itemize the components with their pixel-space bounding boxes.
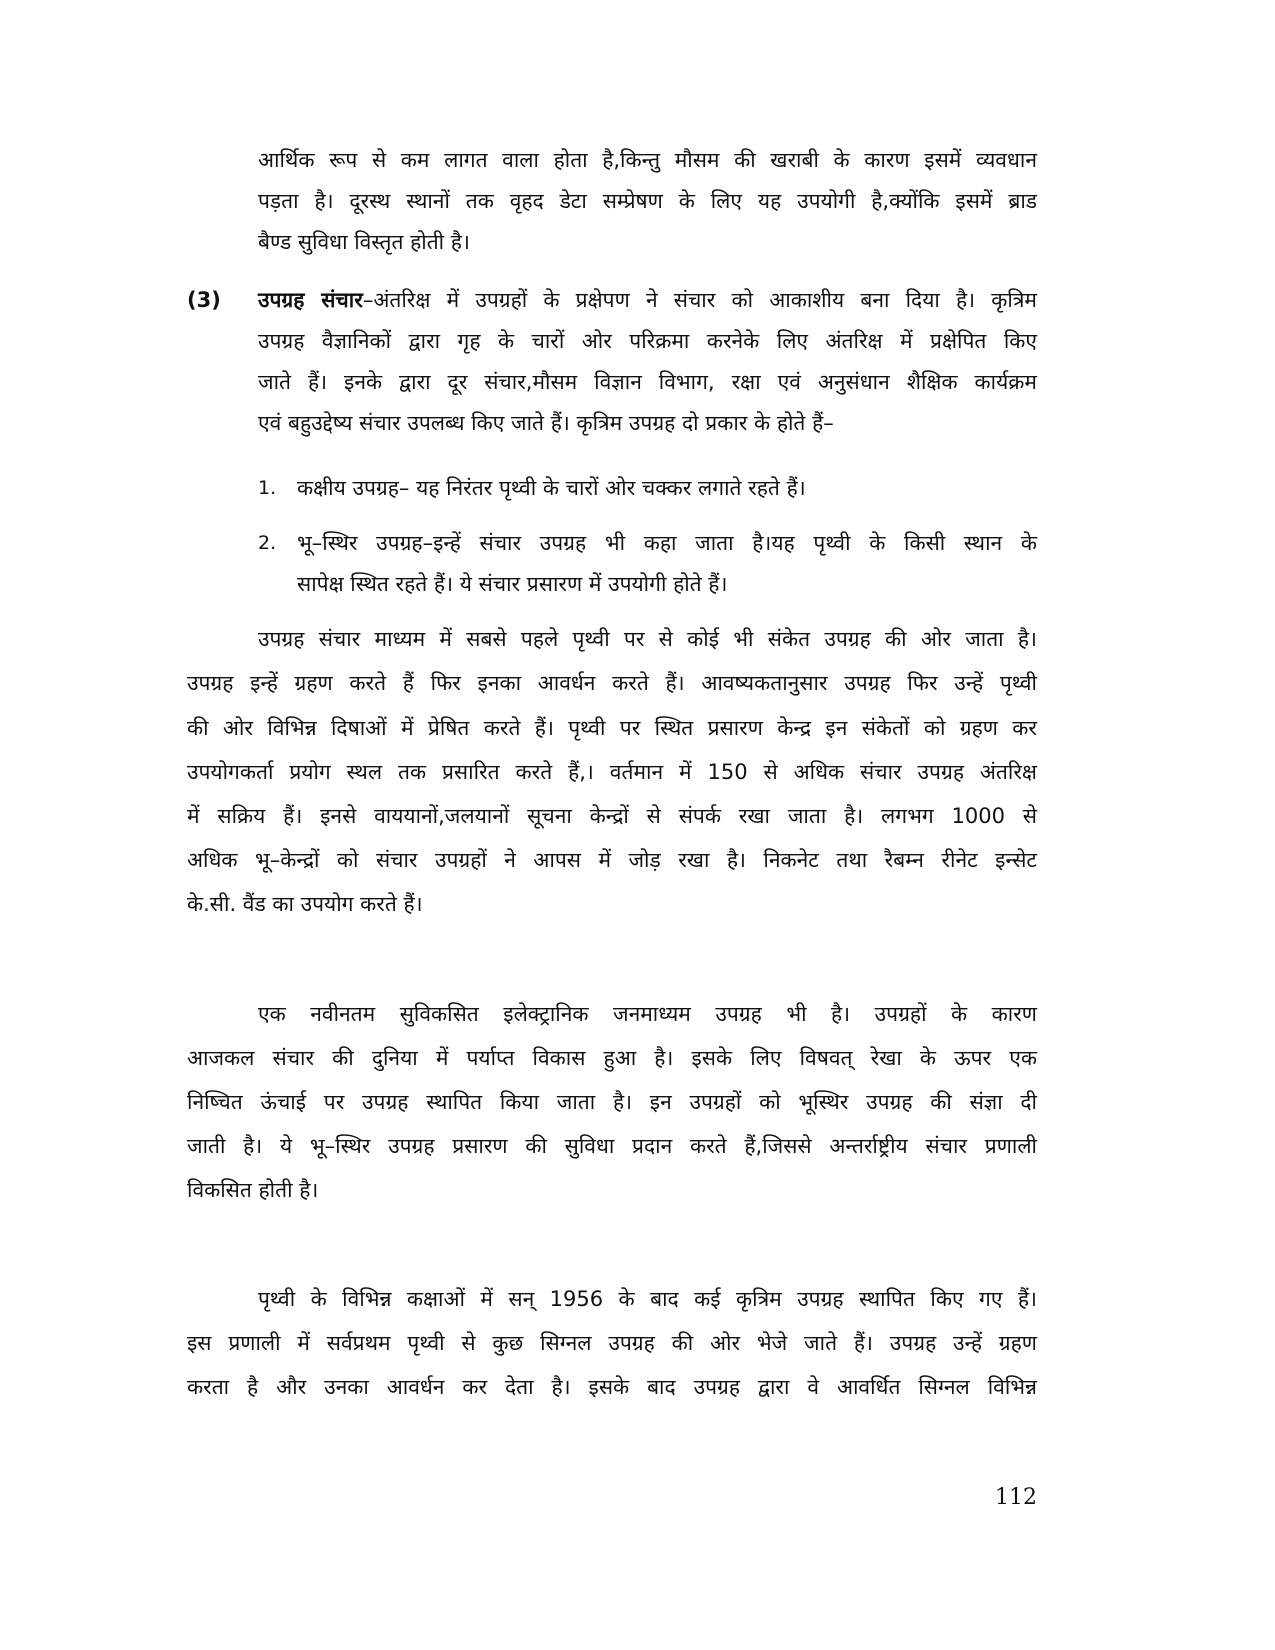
section-number: (3) — [187, 288, 221, 312]
paragraph-line: एक नवीनतम सुविकसित इलेक्ट्रानिक जनमाध्यम उपग्रह भी है। उपग्रहों के कारण — [258, 1002, 1037, 1026]
paragraph-line: की ओर विभिन्न दिषाओं में प्रेषित करते हैं। पृथ्वी पर स्थित प्रसारण केन्द्र इन संकेतों को ग्रहण कर — [187, 716, 1037, 740]
paragraph-line: इस प्रणाली में सर्वप्रथम पृथ्वी से कुछ सिग्नल उपग्रह की ओर भेजे जाते हैं। उपग्रह उन्हें ग्रहण — [187, 1331, 1037, 1355]
intro-line: पड़ता है। दूरस्थ स्थानों तक वृहद डेटा सम्प्रेषण के लिए यह उपयोगी है,क्योंकि इसमें ब्राड — [258, 189, 1037, 213]
section-first-line — [258, 285, 1037, 315]
paragraph-line: करता है और उनका आवर्धन कर देता है। इसके बाद उपग्रह द्वारा वे आवर्धित सिग्नल विभिन्न — [187, 1375, 1037, 1399]
list-item-number: 1. — [258, 477, 277, 499]
paragraph-line: के.सी. वैंड का उपयोग करते हैं। — [187, 892, 423, 916]
section-line: एवं बहुउद्देष्य संचार उपलब्ध किए जाते हैं। कृत्रिम उपग्रह दो प्रकार के होते हैं– — [258, 411, 834, 435]
paragraph-line: विकसित होती है। — [187, 1178, 319, 1202]
paragraph-line: आजकल संचार की दुनिया में पर्याप्त विकास हुआ है। इसके लिए विषवत् रेखा के ऊपर एक — [187, 1046, 1037, 1070]
section-line: जाते हैं। इनके द्वारा दूर संचार,मौसम विज्ञान विभाग, रक्षा एवं अनुसंधान शैक्षिक कार्यक्रम — [258, 370, 1037, 394]
section-title: उपग्रह संचार — [258, 288, 363, 312]
paragraph-line: पृथ्वी के विभिन्न कक्षाओं में सन् 1956 के बाद कई कृत्रिम उपग्रह स्थापित किए गए हैं। — [258, 1287, 1037, 1311]
list-item-number: 2. — [258, 532, 277, 554]
paragraph-line: उपग्रह संचार माध्यम में सबसे पहले पृथ्वी पर से कोई भी संकेत उपग्रह की ओर जाता है। — [258, 627, 1037, 651]
list-item-text: भू–स्थिर उपग्रह–इन्हें संचार उपग्रह भी कहा जाता है।यह पृथ्वी के किसी स्थान के — [297, 531, 1037, 555]
list-item-text: कक्षीय उपग्रह– यह निरंतर पृथ्वी के चारों ओर चक्कर लगाते रहते हैं। — [297, 476, 806, 500]
paragraph-line: उपग्रह इन्हें ग्रहण करते हैं फिर इनका आवर्धन करते हैं। आवष्यकतानुसार उपग्रह फिर उन्हें पृथ्वी — [187, 671, 1037, 695]
paragraph-line: निष्चित ऊंचाई पर उपग्रह स्थापित किया जाता है। इन उपग्रहों को भूस्थिर उपग्रह की संज्ञा दी — [187, 1090, 1037, 1114]
paragraph-line: अधिक भू–केन्द्रों को संचार उपग्रहों ने आपस में जोड़ रखा है। निकनेट तथा रैबम्न रीनेट इन्सेट — [187, 848, 1037, 872]
section-line: उपग्रह वैज्ञानिकों द्वारा गृह के चारों ओर परिक्रमा करनेके लिए अंतरिक्ष में प्रक्षेपित किए — [258, 329, 1037, 353]
intro-line: बैण्ड सुविधा विस्तृत होती है। — [258, 230, 470, 254]
list-item-text: सापेक्ष स्थित रहते हैं। ये संचार प्रसारण में उपयोगी होते हैं। — [297, 572, 728, 596]
paragraph-line: में सक्रिय हैं। इनसे वाययानों,जलयानों सूचना केन्द्रों से संपर्क रखा जाता है। लगभग 1000 से — [187, 804, 1037, 828]
section-first-line-text: –अंतरिक्ष में उपग्रहों के प्रक्षेपण ने संचार को आकाशीय बना दिया है। कृत्रिम — [362, 288, 1037, 312]
intro-line: आर्थिक रूप से कम लागत वाला होता है,किन्तु मौसम की खराबी के कारण इसमें व्यवधान — [258, 148, 1037, 172]
paragraph-line: जाती है। ये भू–स्थिर उपग्रह प्रसारण की सुविधा प्रदान करते हैं,जिससे अन्तर्राष्ट्रीय संचार प्रणाली — [187, 1134, 1037, 1158]
paragraph-line: उपयोगकर्ता प्रयोग स्थल तक प्रसारित करते हैं,। वर्तमान में 150 से अधिक संचार उपग्रह अंतरिक्ष — [187, 760, 1037, 784]
page-number: 112 — [995, 1485, 1037, 1510]
